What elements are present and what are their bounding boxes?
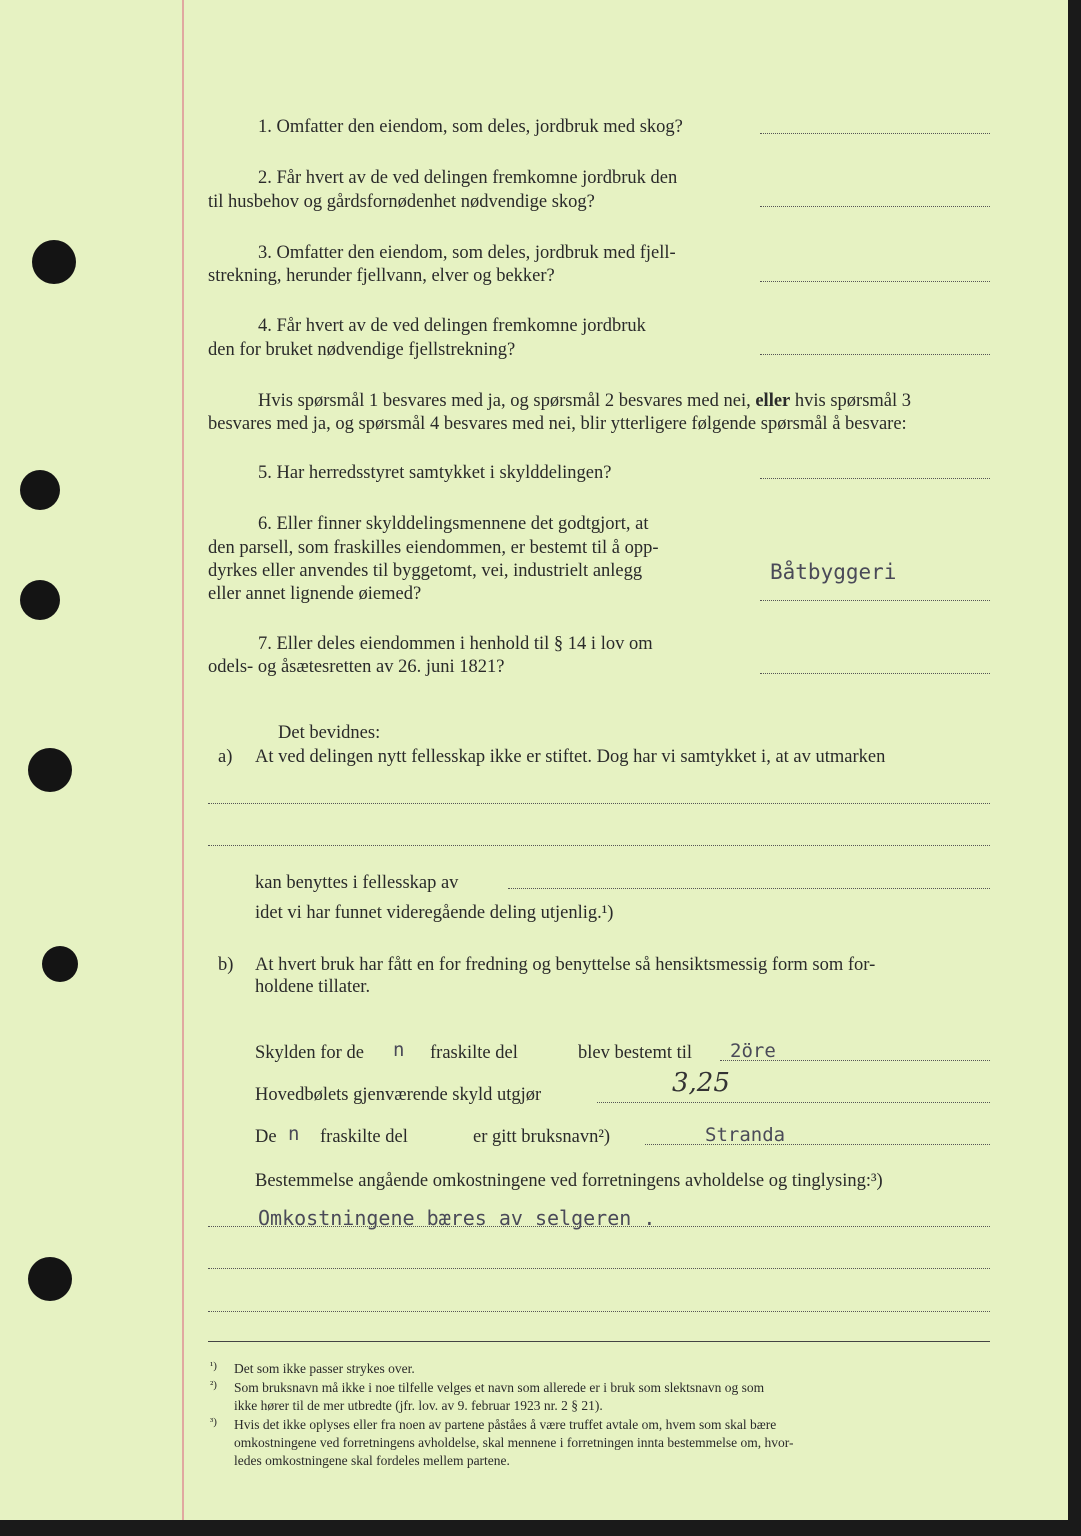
footnote-3-marker: ³) <box>210 1416 217 1428</box>
footnote-rule <box>208 1341 990 1342</box>
condition-text-c: hvis spørsmål 3 <box>790 391 912 411</box>
attest-a-marker: a) <box>218 747 233 767</box>
question-6-line-4: eller annet lignende øiemed? <box>208 584 422 604</box>
footnote-1: Det som ikke passer strykes over. <box>234 1361 415 1376</box>
bruksnavn-n: n <box>288 1123 300 1145</box>
question-6-line-3: dyrkes eller anvendes til byggetomt, vei, industrielt anlegg <box>208 561 643 581</box>
attest-b-line-2: holdene tillater. <box>255 977 371 997</box>
question-4-line-1: 4. Får hvert av de ved delingen fremkomne jordbruk <box>258 316 646 336</box>
hovedbol-value: 3,25 <box>672 1068 730 1098</box>
attest-a-text: At ved delingen nytt fellesskap ikke er stiftet. Dog har vi samtykket i, at av utmarken <box>255 747 886 767</box>
omkostning-value: Omkostningene bæres av selgeren . <box>258 1206 656 1230</box>
attest-b-marker: b) <box>218 955 234 975</box>
answer-line-3 <box>760 281 990 282</box>
question-1: 1. Omfatter den eiendom, som deles, jordbruk med skog? <box>258 117 683 137</box>
question-7-line-2: odels- og åsætesretten av 26. juni 1821? <box>208 657 505 677</box>
margin-rule <box>182 0 184 1520</box>
answer-line-1 <box>760 133 990 134</box>
answer-6-typed: Båtbyggeri <box>770 560 897 584</box>
omkostning-line-2 <box>208 1268 990 1269</box>
condition-line-2: besvares med ja, og spørsmål 4 besvares med nei, blir ytterligere følgende spørsmål å besvare: <box>208 414 907 434</box>
attest-a-blank-1 <box>208 803 990 804</box>
answer-line-7 <box>760 673 990 674</box>
punch-hole <box>20 470 60 510</box>
question-3-line-2: strekning, herunder fjellvann, elver og bekker? <box>208 266 555 286</box>
condition-emphasis: eller <box>755 391 791 411</box>
answer-line-6 <box>760 600 990 601</box>
footnote-3-line-2: omkostningene ved forretningens avholdelse, skal mennene i forretningen innta bestemmelse om, hvor- <box>234 1435 794 1450</box>
attest-a-blank-2 <box>208 845 990 846</box>
attest-heading: Det bevidnes: <box>278 723 381 743</box>
skylden-label-c: blev bestemt til <box>578 1043 693 1063</box>
skylden-line <box>720 1060 990 1061</box>
skylden-n: n <box>393 1039 405 1061</box>
bestemmelse-label: Bestemmelse angående omkostningene ved forretningens avholdelse og tinglysing:³) <box>255 1171 883 1191</box>
attest-b-line-1: At hvert bruk har fått en for fredning og benyttelse så hensiktsmessig form som for- <box>255 955 876 975</box>
punch-hole <box>28 1257 72 1301</box>
attest-a-blank-3 <box>508 888 990 889</box>
hovedbol-label: Hovedbølets gjenværende skyld utgjør <box>255 1085 542 1105</box>
punch-hole <box>42 946 78 982</box>
skylden-value: 2öre <box>730 1040 776 1062</box>
question-4-line-2: den for bruket nødvendige fjellstrekning? <box>208 340 516 360</box>
omkostning-line-3 <box>208 1311 990 1312</box>
bruksnavn-value: Stranda <box>705 1124 786 1146</box>
attest-a-continuation: kan benyttes i fellesskap av <box>255 873 459 893</box>
answer-line-5 <box>760 478 990 479</box>
question-6-line-1: 6. Eller finner skylddelingsmennene det godtgjort, at <box>258 514 649 534</box>
question-5: 5. Har herredsstyret samtykket i skylddelingen? <box>258 463 612 483</box>
bruksnavn-label-a: De <box>255 1127 277 1147</box>
footnote-2-line-2: ikke hører til de mer utbredte (jfr. lov. av 9. februar 1923 nr. 2 § 21). <box>234 1398 603 1413</box>
question-3-line-1: 3. Omfatter den eiendom, som deles, jordbruk med fjell- <box>258 243 676 263</box>
attest-a-end: idet vi har funnet videregående deling utjenlig.¹) <box>255 903 614 923</box>
punch-hole <box>28 748 72 792</box>
answer-line-4 <box>760 354 990 355</box>
bruksnavn-line <box>645 1144 990 1145</box>
bruksnavn-label-c: er gitt bruksnavn²) <box>473 1127 611 1147</box>
footnote-3-line-3: ledes omkostningene skal fordeles mellem partene. <box>234 1453 510 1468</box>
condition-line-1 <box>258 390 911 412</box>
footnote-2-marker: ²) <box>210 1379 217 1391</box>
answer-line-2 <box>760 206 990 207</box>
question-2-line-1: 2. Får hvert av de ved delingen fremkomne jordbruk den <box>258 168 678 188</box>
punch-hole <box>20 580 60 620</box>
skylden-label-a: Skylden for de <box>255 1043 364 1063</box>
footnote-2-line-1: Som bruksnavn må ikke i noe tilfelle velges et navn som allerede er i bruk som slektsnavn og som <box>234 1380 765 1395</box>
skylden-label-b: fraskilte del <box>430 1043 518 1063</box>
bruksnavn-label-b: fraskilte del <box>320 1127 408 1147</box>
punch-hole <box>32 240 76 284</box>
question-7-line-1: 7. Eller deles eiendommen i henhold til § 14 i lov om <box>258 634 653 654</box>
footnote-3-line-1: Hvis det ikke oplyses eller fra noen av partene påståes å være truffet avtale om, hvem som skal bære <box>234 1417 777 1432</box>
hovedbol-line <box>597 1102 990 1103</box>
omkostning-line-1 <box>208 1226 990 1227</box>
footnote-1-marker: ¹) <box>210 1360 217 1372</box>
condition-text-a: Hvis spørsmål 1 besvares med ja, og spørsmål 2 besvares med nei, <box>258 391 756 411</box>
question-2-line-2: til husbehov og gårdsfornødenhet nødvendige skog? <box>208 192 595 212</box>
question-6-line-2: den parsell, som fraskilles eiendommen, er bestemt til å opp- <box>208 538 659 558</box>
